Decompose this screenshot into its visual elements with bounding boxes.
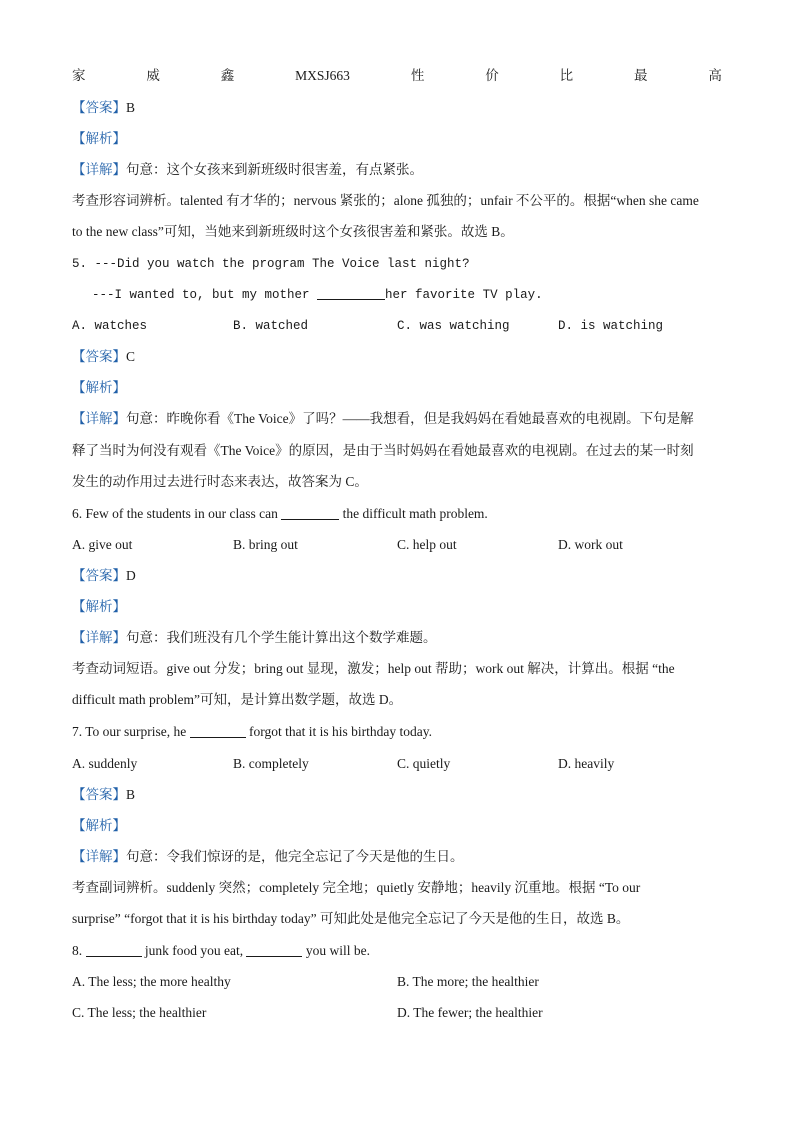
answer-tag: 【答案】 xyxy=(72,787,126,802)
option-a: A. give out xyxy=(72,537,133,552)
option-d: D. is watching xyxy=(558,319,664,333)
page-header xyxy=(72,66,722,86)
analysis-line xyxy=(72,816,722,836)
option-b: B. watched xyxy=(233,319,309,333)
header-char: 家 xyxy=(72,68,86,83)
detail-line xyxy=(72,847,722,867)
explanation-line: 释了当时为何没有观看《The Voice》的原因，是由于当时妈妈在看她最喜欢的电视剧。在过去的某一时刻 xyxy=(72,443,694,458)
header-char: 价 xyxy=(485,68,499,83)
option-b: B. bring out xyxy=(233,537,298,552)
option-d: D. The fewer; the healthier xyxy=(397,1005,543,1020)
detail-text: 句意：我们班没有几个学生能计算出这个数学难题。 xyxy=(126,630,437,645)
analysis-tag: 【解析】 xyxy=(72,818,126,833)
option-c: C. The less; the healthier xyxy=(72,1005,207,1020)
option-c: C. help out xyxy=(397,537,457,552)
header-char: 鑫 xyxy=(220,68,235,83)
analysis-tag: 【解析】 xyxy=(72,131,126,146)
explanation-line: 发生的动作用过去进行时态来表达，故答案为 C。 xyxy=(72,474,368,489)
option-c: C. quietly xyxy=(397,756,451,771)
explanation-line: difficult math problem”可知，是计算出数学题，故选 D。 xyxy=(72,692,403,707)
analysis-line xyxy=(72,378,722,398)
analysis-tag: 【解析】 xyxy=(72,380,126,395)
detail-line xyxy=(72,409,722,429)
detail-text: 句意：令我们惊讶的是，他完全忘记了今天是他的生日。 xyxy=(126,849,464,864)
analysis-line xyxy=(72,597,722,617)
option-d: D. heavily xyxy=(558,756,615,771)
answer-tag: 【答案】 xyxy=(72,349,126,364)
explanation-line: to the new class”可知，当她来到新班级时这个女孩很害羞和紧张。故选 B。 xyxy=(72,224,514,239)
analysis-tag: 【解析】 xyxy=(72,599,126,614)
header-char: MXSJ663 xyxy=(295,68,350,83)
detail-text: 句意：昨晚你看《The Voice》了吗？——我想看，但是我妈妈在看她最喜欢的电视剧。下句是解 xyxy=(126,411,694,426)
detail-line xyxy=(72,628,722,648)
question-5-stem: 5. ---Did you watch the program The Voice last night? xyxy=(72,257,470,271)
header-char: 比 xyxy=(559,68,574,83)
answer-blank xyxy=(246,942,302,957)
question-8-stem: 8. junk food you eat, you will be. xyxy=(72,943,370,958)
answer-line xyxy=(72,347,722,367)
explanation-line: 考查形容词辨析。talented 有才华的；nervous 紧张的；alone 孤独的；unfair 不公平的。根据“when she came xyxy=(72,193,699,208)
answer-value: B xyxy=(126,787,136,802)
option-a: A. watches xyxy=(72,319,148,333)
option-a: A. suddenly xyxy=(72,756,138,771)
answer-blank xyxy=(86,942,142,957)
answer-line xyxy=(72,566,722,586)
answer-line xyxy=(72,98,722,118)
answer-value: D xyxy=(126,568,136,583)
header-char: 高 xyxy=(708,68,722,83)
detail-text: 句意：这个女孩来到新班级时很害羞，有点紧张。 xyxy=(126,162,423,177)
answer-blank xyxy=(190,723,246,738)
detail-tag: 【详解】 xyxy=(72,162,126,177)
answer-value: B xyxy=(126,100,136,115)
answer-blank xyxy=(281,505,339,520)
answer-tag: 【答案】 xyxy=(72,568,126,583)
detail-tag: 【详解】 xyxy=(72,849,126,864)
answer-value: C xyxy=(126,349,136,364)
detail-tag: 【详解】 xyxy=(72,411,126,426)
detail-tag: 【详解】 xyxy=(72,630,126,645)
option-b: B. The more; the healthier xyxy=(397,974,539,989)
detail-line xyxy=(72,160,722,180)
option-c: C. was watching xyxy=(397,319,510,333)
question-6-stem: 6. Few of the students in our class can the difficult math problem. xyxy=(72,506,488,521)
option-d: D. work out xyxy=(558,537,623,552)
header-char: 最 xyxy=(634,68,648,83)
question-7-stem: 7. To our surprise, he forgot that it is his birthday today. xyxy=(72,724,433,739)
header-char: 性 xyxy=(410,68,425,83)
explanation-line: surprise” “forgot that it is his birthday today” 可知此处是他完全忘记了今天是他的生日，故选 B。 xyxy=(72,911,630,926)
header-char: 威 xyxy=(146,68,160,83)
option-b: B. completely xyxy=(233,756,309,771)
answer-line xyxy=(72,785,722,805)
answer-tag: 【答案】 xyxy=(72,100,126,115)
option-a: A. The less; the more healthy xyxy=(72,974,231,989)
answer-blank xyxy=(317,285,385,300)
analysis-line xyxy=(72,129,722,149)
question-5-response: ---I wanted to, but my mother her favorite TV play. xyxy=(92,285,742,305)
explanation-line: 考查副词辨析。suddenly 突然；completely 完全地；quietly 安静地；heavily 沉重地。根据 “To our xyxy=(72,880,641,895)
explanation-line: 考查动词短语。give out 分发；bring out 显现，激发；help out 帮助；work out 解决，计算出。根据 “the xyxy=(72,661,675,676)
